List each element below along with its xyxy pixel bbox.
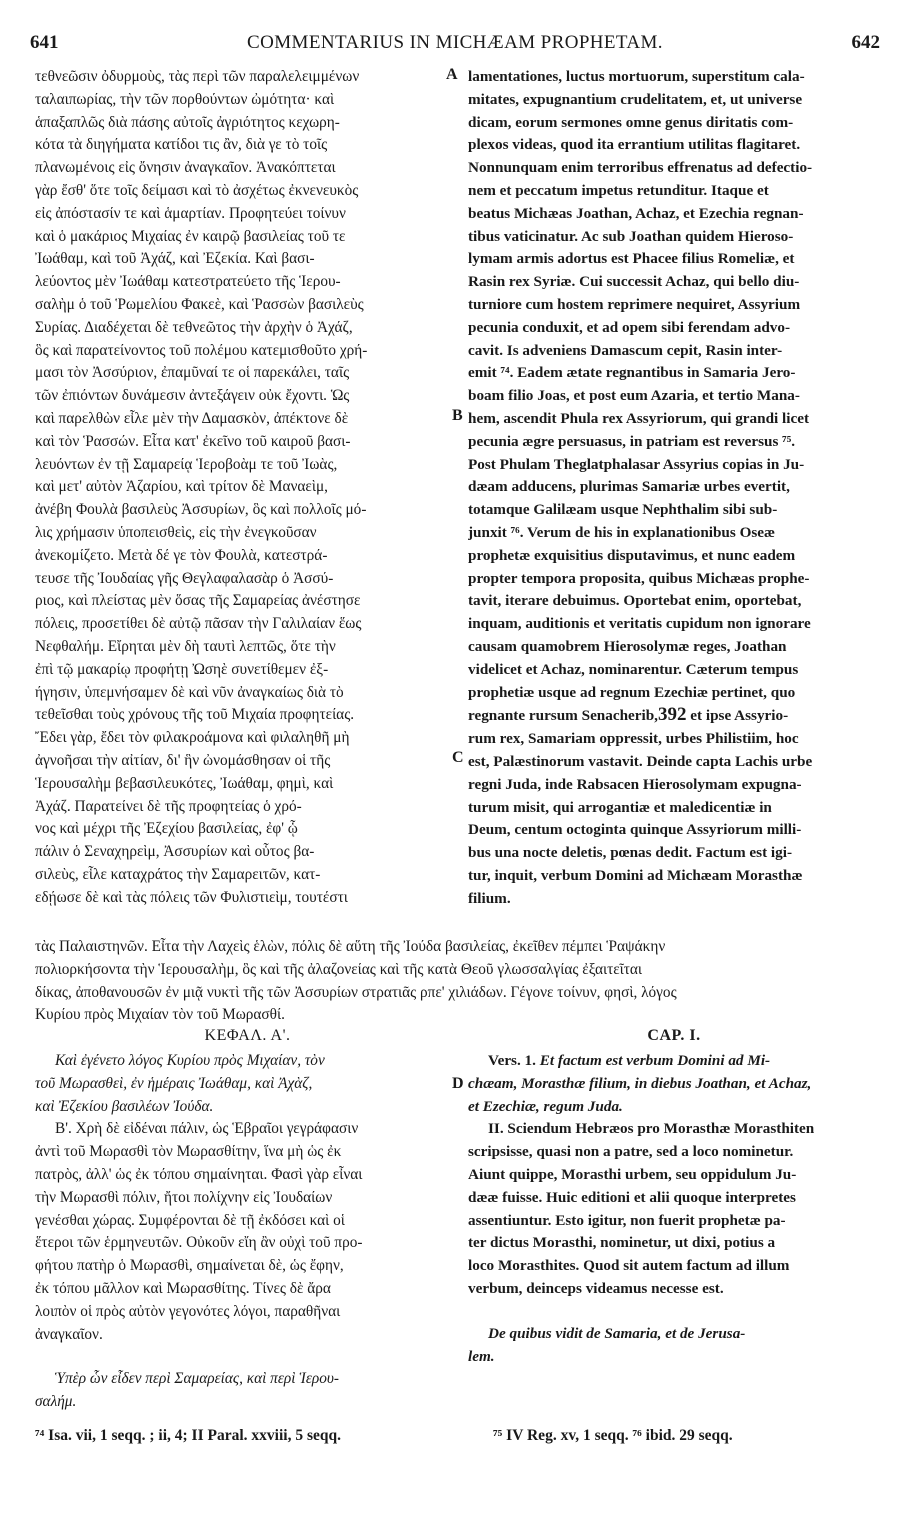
- line-text: lymam armis adortus est Phacee filius Romeliæ, et: [468, 250, 795, 268]
- line-text: lamentationes, luctus mortuorum, superstitum cala-: [468, 68, 805, 85]
- greek-lower-column: [35, 1050, 450, 1414]
- text-line: ὃς καὶ παρατείνοντος τοῦ πολέμου κατεμισθοῦτο χρή-: [35, 341, 368, 359]
- text-line: loco Morasthites. Quod sit autem factum ad illum: [468, 1257, 790, 1275]
- text-line: [468, 180, 878, 203]
- text-line: verbum, deinceps videamus necesse est.: [468, 1279, 724, 1297]
- text-line: [468, 636, 878, 659]
- text-line: chæam, Morasthæ filium, in diebus Joathan, et Achaz,: [468, 1074, 812, 1092]
- greek-column: [35, 66, 445, 909]
- text-line: ἀγνοῆσαι τὴν αἰτίαν, δι' ἣν ὠνομάσθησαν οἱ τῆς: [35, 751, 331, 769]
- text-line: καὶ Ἐζεκίου βασιλέων Ἰούδα.: [35, 1097, 214, 1115]
- text-line: [468, 203, 878, 226]
- line-text: inquam, auditionis et veritatis cupidum non ignorare: [468, 615, 811, 633]
- text-line: Καὶ ἐγένετο λόγος Κυρίου πρὸς Μιχαίαν, τὸν: [55, 1052, 325, 1069]
- text-line: ριος, καὶ πλείστας μὲν ὅσας τῆς Σαμαρείας ἀνέστησε: [35, 592, 361, 610]
- text-line: πόλεις, προσετίθει δὲ αὐτῷ πᾶσαν τὴν Γαλιλαίαν ἕως: [35, 615, 362, 633]
- text-line: [468, 294, 878, 317]
- page-number-left: 641: [30, 32, 59, 53]
- text-line: τοῦ Μωρασθεὶ, ἐν ἡμέραις Ἰωάθαμ, καὶ Ἀχὰζ,: [35, 1074, 313, 1092]
- text-line: μασι τὸν Ἀσσύριον, ἐπαμῦναί τε οἱ παρεκάλει, ταῖς: [35, 364, 350, 382]
- text-line: τὰς Παλαιστηνῶν. Εἶτα τὴν Λαχεὶς ἑλὼν, πόλις δὲ αὕτη τῆς Ἰούδα βασιλείας, ἐκεῖθεν πέμπει Ῥαψάκην: [35, 938, 666, 955]
- text-line: [468, 362, 878, 385]
- text-line: [468, 522, 878, 545]
- text-line: De quibus vidit de Samaria, et de Jerusa-: [488, 1324, 746, 1342]
- line-text: pecunia ægre persuasus, in patriam est reversus ⁷⁵.: [468, 432, 796, 450]
- text-line: [468, 751, 878, 774]
- chapter-heading-greek: ΚΕΦΑΛ. Α'.: [204, 1027, 291, 1044]
- text-line: [468, 317, 878, 340]
- line-text: dicam, eorum sermones omne genus diritatis com-: [468, 113, 794, 131]
- text-line: [468, 590, 878, 613]
- line-text: prophetæ exquisitius disputavimus, et nunc eadem: [468, 546, 796, 564]
- latin-commentary: [468, 1118, 878, 1300]
- text-line: Κυρίου πρὸς Μιχαίαν τὸν τοῦ Μωρασθί.: [35, 1006, 285, 1024]
- line-text: Nonnunquam enim terroribus effrenatus ad defectio-: [468, 159, 813, 177]
- text-line: [468, 340, 878, 363]
- running-title: COMMENTARIUS IN MICHÆAM PROPHETAM.: [247, 32, 663, 53]
- text-line: dææ fuisse. Huic editioni et alii quoque interpretes: [468, 1188, 796, 1206]
- line-text: videlicet et Achaz, nominarentur. Cæterum tempus: [468, 660, 799, 678]
- text-line: ἐκ τόπου μᾶλλον καὶ Μωρασθίτης. Τίνες δὲ ἄρα: [35, 1279, 331, 1297]
- line-text: tur, inquit, verbum Domini ad Michæam Morasthæ: [468, 866, 803, 884]
- text-line: [468, 797, 878, 820]
- line-text: dæam adducens, plurimas Samariæ urbes evertit,: [468, 478, 790, 496]
- line-text: pecunia conduxit, et ad opem sibi ferendam advo-: [468, 318, 791, 336]
- line-text: cavit. Is adveniens Damascum cepit, Rasin inter-: [468, 341, 783, 359]
- text-line: [468, 89, 878, 112]
- line-text: Deum, centum octoginta quinque Assyriorum milli-: [468, 821, 802, 839]
- text-line: τεθνεῶσιν ὀδυρμοὺς, τὰς περὶ τῶν παραλελειμμένων: [35, 68, 360, 85]
- text-line: scripsisse, quasi non a patre, sed a loco nominetur.: [468, 1143, 794, 1161]
- text-line: ἀνέβη Φουλὰ βασιλεὺς Ἀσσυρίων, ὃς καὶ πολλοῖς μό-: [35, 501, 367, 519]
- text-line: assentiuntur. Esto igitur, non fuerit prophetæ pa-: [468, 1211, 786, 1229]
- text-line: ήγησιν, ὑπεμνήσαμεν δὲ καὶ νῦν ἀναγκαίως διὰ τὸ: [35, 683, 344, 701]
- text-line: [468, 157, 878, 180]
- text-line: et Ezechiæ, regum Juda.: [468, 1097, 623, 1115]
- greek-commentary: [35, 1118, 450, 1346]
- text-line: [468, 819, 878, 842]
- text-line: λις χρήμασιν ὑποπεισθεὶς, εἰς τὴν ἐνεγκοῦσαν: [35, 523, 317, 541]
- text-line: Β'. Χρὴ δὲ εἰδέναι πάλιν, ὡς Ἑβραῖοι γεγράφασιν: [55, 1120, 359, 1138]
- text-line: πατρὸς, ἀλλ' ὡς ἐκ τόπου σημαίνηται. Φασὶ γὰρ εἶναι: [35, 1165, 363, 1183]
- running-header: [30, 32, 880, 58]
- line-text: et ipse Assyrio-: [686, 707, 789, 725]
- text-line: τεθεῖσθαι τοὺς χρόνους τῆς τοῦ Μιχαία προφητείας.: [35, 706, 355, 724]
- text-line: [468, 682, 878, 705]
- text-line: [468, 134, 878, 157]
- chapter-heading-latin: CAP. I.: [647, 1027, 701, 1044]
- line-text: regni Juda, inde Rabsacen Hierosolymam expugna-: [468, 775, 802, 793]
- text-line: σαλήμ.: [35, 1393, 77, 1411]
- line-text: beatus Michæas Joathan, Achaz, et Ezechia regnan-: [468, 204, 804, 222]
- text-line: [468, 248, 878, 271]
- text-line: καὶ παρελθὼν εἷλε μὲν τὴν Δαμασκὸν, ἀπέκτονε δὲ: [35, 409, 349, 427]
- text-line: Aiunt quippe, Morasthi urbem, seu oppidulum Ju-: [468, 1165, 797, 1183]
- line-text: propter tempora proposita, quibus Michæas prophe-: [468, 569, 810, 587]
- text-line: [468, 385, 878, 408]
- text-line: Ἔδει γὰρ, ἔδει τὸν φιλακροάμονα καὶ φιλαληθῆ μὴ: [35, 729, 350, 747]
- text-line: [468, 888, 878, 911]
- line-text: regnante rursum Senacherib,: [468, 707, 658, 725]
- text-line: νος καὶ μέχρι τῆς Ἐζεχίου βασιλείας, ἐφ' ᾧ: [35, 820, 298, 838]
- text-line: λεύοντος μὲν Ἰωάθαμ κατεστρατεύετο τῆς Ἱερου-: [35, 273, 341, 291]
- line-text: boam filio Joas, et post eum Azaria, et tertio Mana-: [468, 387, 800, 405]
- line-text: bus una nocte deletis, pœnas dedit. Factum est igi-: [468, 844, 793, 862]
- text-line: Συρίας. Διαδέχεται δὲ τεθνεῶτος τὴν ἀρχὴν ὁ Ἀχάζ,: [35, 318, 353, 336]
- text-line: πολιορκήσοντα τὴν Ἱερουσαλὴμ, ὃς καὶ τῆς ἀλαζονείας καὶ τῆς κατὰ Θεοῦ γλωσσαλγίας ἐξαιτεῖται: [35, 960, 643, 978]
- text-line: [468, 545, 878, 568]
- latin-verse: [468, 1050, 878, 1118]
- text-line: σιλεὺς, εἷλε καταχράτος τὴν Σαμαρειτῶν, κατ-: [35, 865, 321, 883]
- line-text: emit ⁷⁴. Eadem ætate regnantibus in Samaria Jero-: [468, 364, 796, 382]
- text-line: [468, 476, 878, 499]
- text-line: τῶν ἐπιόντων δυνάμεσιν ἀντεξάγειν οὐκ ἔχοντι. Ὡς: [35, 387, 350, 405]
- line-text: tavit, iterare debuimus. Oportebat enim, oportebat,: [468, 592, 802, 610]
- text-line: γὰρ ἔσθ' ὅτε τοῖς δείμασι καὶ τὸ ἀσχέτως ἐκνενευκὸς: [35, 181, 359, 199]
- text-line: ἀνεκομίζετο. Μετὰ δέ γε τὸν Φουλὰ, κατεστρά-: [35, 546, 328, 564]
- text-line: ἀντὶ τοῦ Μωρασθὶ τὸν Μωρασθίτην, ἵνα μὴ ὡς ἐκ: [35, 1143, 342, 1161]
- text-line: [468, 728, 878, 751]
- text-line: Ἀχάζ. Παρατείνει δὲ τῆς προφητείας ὁ χρό-: [35, 797, 302, 815]
- footnote-left: ⁷⁴ Isa. vii, 1 seqq. ; ii, 4; II Paral. xxviii, 5 seqq.: [35, 1427, 341, 1444]
- text-line: lem.: [468, 1347, 495, 1365]
- text-line: ἐπὶ τῷ μακαρίῳ προφήτῃ Ὠσηὲ συνετίθεμεν ἐξ-: [35, 660, 329, 678]
- margin-mark-a: A: [446, 66, 458, 83]
- text-line: [468, 454, 878, 477]
- text-line: καὶ μετ' αὐτὸν Ἀζαρίου, καὶ τρίτον δὲ Μαναεὶμ,: [35, 478, 328, 496]
- latin-verse-2: [468, 1323, 878, 1369]
- text-line: τευσε τῆς Ἰουδαίας γῆς Θεγλαφαλασὰρ ὁ Ἀσσύ-: [35, 569, 334, 587]
- line-text: est, Palæstinorum vastavit. Deinde capta Lachis urbe: [468, 752, 813, 770]
- text-line: φήτου πατὴρ ὁ Μωρασθὶ, σημαίνεται δὲ, ὡς ἔφην,: [35, 1257, 344, 1275]
- text-line: [468, 226, 878, 249]
- text-line: πλανωμένοις εἰς ὄνησιν ἀναγκαῖον. Ἀνακόπτεται: [35, 159, 336, 177]
- text-line: δίκας, ἀποθανουσῶν ἐν μιᾷ νυκτὶ τῆς τῶν Ἀσσυρίων στρατιᾶς ρπε' χιλιάδων. Γέγονε τοίνυν, φησὶ, λόγος: [35, 983, 677, 1001]
- verse-label: Vers. 1.: [488, 1052, 536, 1069]
- line-text: turniore cum hostem reprimere nequiret, Assyrium: [468, 295, 801, 313]
- text-line: ter dictus Morasthi, nominetur, ut dixi, potius a: [468, 1234, 776, 1252]
- page-number-right: 642: [851, 32, 880, 53]
- text-line: [468, 271, 878, 294]
- text-line: Νεφθαλήμ. Εἴρηται μὲν δὴ ταυτὶ λεπτῶς, ὅτε τὴν: [35, 637, 336, 655]
- text-line: [468, 499, 878, 522]
- text-line: ἕτεροι τῶν ἑρμηνευτῶν. Οὐκοῦν εἴη ἂν οὐχὶ τοῦ προ-: [35, 1234, 363, 1252]
- margin-mark-b: B: [452, 407, 463, 424]
- text-line: λοιπὸν οἱ πρὸς αὐτὸν γεγονότες λόγοι, παραθῆναι: [35, 1302, 341, 1320]
- line-text: nem et peccatum impetus retunditur. Itaque et: [468, 181, 769, 199]
- line-text: filium.: [468, 889, 511, 907]
- line-text: rum rex, Samariam oppressit, urbes Philistiim, hoc: [468, 730, 799, 748]
- line-text: totamque Galilæam usque Nephthalim sibi sub-: [468, 501, 778, 519]
- latin-column: [468, 66, 878, 910]
- text-line: [468, 613, 878, 636]
- text-line: [468, 112, 878, 135]
- text-line: [468, 704, 878, 728]
- column-number-392: 392: [657, 704, 687, 726]
- text-line: κότα τὰ διηγήματα κατίδοι τις ἂν, διὰ γε τὸ τοῖς: [35, 136, 328, 154]
- footnote-right: ⁷⁵ IV Reg. xv, 1 seqq. ⁷⁶ ibid. 29 seqq.: [493, 1427, 733, 1444]
- text-line: [468, 842, 878, 865]
- text-line: [468, 659, 878, 682]
- text-line: σαλὴμ ὁ τοῦ Ῥωμελίου Φακεὲ, καὶ Ῥασσὼν βασιλεὺς: [35, 295, 364, 313]
- text-line: εδῄωσε δὲ καὶ τὰς πόλεις τῶν Φυλιστιεὶμ, τουτέστι: [35, 888, 348, 906]
- text-line: Ἱερουσαλὴμ βεβασιλευκότες, Ἰωάθαμ, φημὶ, καὶ: [35, 774, 334, 792]
- text-line: [468, 66, 878, 89]
- text-line: ἀναγκαῖον.: [35, 1325, 103, 1343]
- line-text: plexos videas, quod ita errantium utilitas flagitaret.: [468, 136, 801, 154]
- greek-full-width-text: [35, 936, 878, 1027]
- line-text: causam quamobrem Hierosolymæ reges, Joathan: [468, 637, 787, 655]
- greek-verse-2: [35, 1368, 450, 1414]
- text-line: πάλιν ὁ Σεναχηρεὶμ, Ἀσσυρίων καὶ οὗτος βα-: [35, 843, 315, 861]
- text-line: [468, 774, 878, 797]
- line-text: tibus vaticinatur. Ac sub Joathan quidem Hieroso-: [468, 227, 794, 245]
- text-line: [468, 431, 878, 454]
- text-line: Et factum est verbum Domini ad Mi-: [535, 1052, 771, 1069]
- text-line: καὶ τὸν Ῥασσών. Εἶτα κατ' ἐκεῖνο τοῦ καιροῦ βασι-: [35, 432, 351, 450]
- text-line: λευόντων ἐν τῇ Σαμαρείᾳ Ἱεροβοὰμ τε τοῦ Ἰωὰς,: [35, 455, 338, 473]
- text-line: [468, 568, 878, 591]
- greek-verse: [35, 1050, 450, 1118]
- line-text: Rasin rex Syriæ. Cui successit Achaz, qui bello diu-: [468, 273, 800, 291]
- text-line: II. Sciendum Hebræos pro Morasthæ Morasthiten: [488, 1120, 815, 1138]
- margin-mark-d: D: [452, 1075, 464, 1092]
- text-line: τὴν Μωρασθὶ πόλιν, ἤτοι πολίχνην εἰς Ἰουδαίων: [35, 1188, 333, 1206]
- latin-lower-column: [468, 1050, 878, 1368]
- text-line: γενέσθαι χώρας. Συμφέρονται δὲ τῇ ἐκδόσει καὶ οἱ: [35, 1211, 345, 1229]
- line-text: prophetiæ usque ad regnum Ezechiæ pertinet, quo: [468, 683, 796, 701]
- line-text: Post Phulam Theglatphalasar Assyrius copias in Ju-: [468, 455, 805, 473]
- text-line: Ὑπὲρ ὧν εἶδεν περὶ Σαμαρείας, καὶ περὶ Ἱερου-: [55, 1370, 340, 1388]
- text-line: εἰς ἀπόστασίν τε καὶ ἁμαρτίαν. Προφητεύει τοίνυν: [35, 204, 346, 222]
- line-text: turum misit, qui arrogantiæ et maledicentiæ in: [468, 798, 772, 816]
- text-line: [468, 408, 878, 431]
- text-line: Ἰωάθαμ, καὶ τοῦ Ἀχάζ, καὶ Ἐζεκία. Καὶ βασι-: [35, 250, 315, 268]
- text-line: [468, 865, 878, 888]
- text-line: καὶ ὁ μακάριος Μιχαίας ἐν καιρῷ βασιλείας τοῦ τε: [35, 227, 346, 245]
- text-line: ταλαιπωρίας, τὴν τῶν πορθούντων ὠμότητα· καὶ: [35, 90, 335, 108]
- line-text: junxit ⁷⁶. Verum de his in explanationibus Oseæ: [468, 523, 776, 541]
- margin-mark-c: C: [452, 749, 464, 766]
- text-line: ἁπαξαπλῶς διὰ πάσης αὐτοῖς ἀγριότητος κεχωρη-: [35, 113, 340, 131]
- line-text: hem, ascendit Phula rex Assyriorum, qui grandi licet: [468, 409, 810, 427]
- line-text: mitates, expugnantium crudelitatem, et, ut universe: [468, 90, 803, 108]
